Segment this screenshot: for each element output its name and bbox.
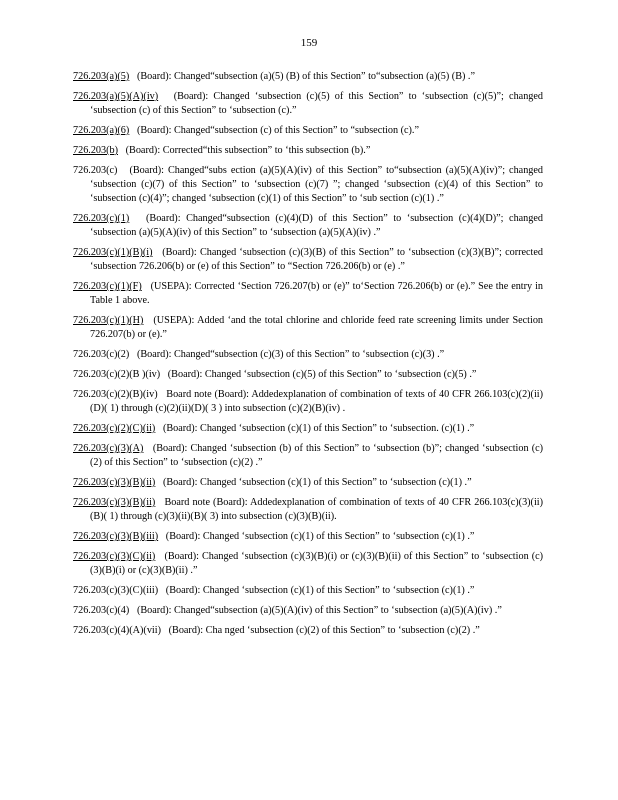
amendment-entry	[73, 124, 543, 138]
amendment-entry	[73, 624, 543, 638]
section-citation: 726.203(c)(2)(C)(ii)	[73, 423, 156, 434]
section-citation: 726.203(c)(4)	[73, 605, 130, 616]
section-citation: 726.203(c)(3)(B)(ii)	[73, 477, 156, 488]
section-citation: 726.203(a)(5)(A)(iv)	[73, 91, 159, 102]
section-citation: 726.203(b)	[73, 145, 118, 156]
amendment-description: (Board): Changed“subsection (c)(3) of this Section” to ‘subsection (c)(3) .”	[136, 349, 445, 360]
amendment-entry	[73, 530, 543, 544]
section-citation: 726.203(a)(5)	[73, 71, 130, 82]
section-citation: 726.203(c)(3)(B)(ii)	[73, 497, 156, 508]
section-citation: 726.203(c)(3)(C)(ii)	[73, 551, 156, 562]
section-citation: 726.203(c)(2)(B )(iv)	[73, 369, 161, 380]
section-citation: 726.203(c)(1)	[73, 213, 130, 224]
amendment-description: (USEPA): Corrected ‘Section 726.207(b) or (e)” to‘Section 726.206(b) or (e).” See the entry in Table 1 above.	[90, 281, 543, 306]
amendment-description: (Board): Cha nged ‘subsection (c)(2) of this Section” to ‘subsection (c)(2) .”	[168, 625, 480, 636]
amendment-description: (Board): Changed“subs ection (a)(5)(A)(iv) of this Section” to“subsection (a)(5)(A)(iv)”; changed ‘subsection (c)(7) of this Section” to ‘subsection (c)(7) ”; changed ‘subsection (c)(4) of this Section” to ‘subsection (c)(4)”; changed ‘subsection (c)(1) of this Section” to ‘sub section (c)(1) .”	[90, 165, 543, 204]
amendment-description: Board note (Board): Addedexplanation of combination of texts of 40 CFR 266.103(c)(2)(ii)(D)( 1) through (c)(2)(ii)(D)( 3 ) into subsection (c)(2)(B)(iv) .	[90, 389, 543, 414]
section-citation: 726.203(c)	[73, 165, 118, 176]
amendment-entry	[73, 442, 543, 470]
amendment-entry	[73, 246, 543, 274]
amendment-entry	[73, 550, 543, 578]
amendment-description: (Board): Changed ‘subsection (c)(3)(B) of this Section” to ‘subsection (c)(3)(B)”; corrected ‘subsection 726.206(b) or (e) of this Section” to “Section 726.206(b) or (e) .”	[90, 247, 544, 272]
amendment-entry	[73, 164, 543, 206]
section-citation: 726.203(c)(2)(B)(iv)	[73, 389, 158, 400]
amendment-entry	[73, 496, 543, 524]
amendment-entry	[73, 212, 543, 240]
amendment-entry	[73, 604, 543, 618]
amendment-description: (Board): Changed ‘subsection (c)(1) of this Section” to ‘subsection (c)(1) .”	[165, 531, 475, 542]
page-number: 159	[300, 37, 318, 49]
amendment-description: (Board): Changed ‘subsection (c)(1) of this Section” to ‘subsection (c)(1) .”	[165, 585, 475, 596]
section-citation: 726.203(c)(4)(A)(vii)	[73, 625, 161, 636]
amendment-description: (Board): Changed ‘subsection (c)(1) of this Section” to ‘subsection (c)(1) .”	[162, 477, 472, 488]
section-citation: 726.203(c)(1)(B)(i)	[73, 247, 153, 258]
amendment-entry	[73, 280, 543, 308]
amendment-description: (Board): Changed“subsection (c)(4)(D) of this Section” to ‘subsection (c)(4)(D)”; changed ‘subsection (a)(5)(A)(iv) of this Section” to ‘subsection (a)(5)(A)(iv) .”	[90, 213, 543, 238]
section-citation: 726.203(c)(3)(C)(iii)	[73, 585, 159, 596]
amendment-entries	[73, 70, 543, 644]
amendment-description: Board note (Board): Addedexplanation of combination of texts of 40 CFR 266.103(c)(3)(ii)(B)( 1) through (c)(3)(ii)(B)( 3) into subsection (c)(3)(B)(ii).	[90, 497, 543, 522]
section-citation: 726.203(c)(3)(A)	[73, 443, 144, 454]
section-citation: 726.203(c)(2)	[73, 349, 130, 360]
amendment-description: (Board): Changed“subsection (a)(5)(A)(iv) of this Section” to ‘subsection (a)(5)(A)(iv) .”	[136, 605, 502, 616]
amendment-entry	[73, 422, 543, 436]
amendment-entry	[73, 348, 543, 362]
amendment-description: (Board): Changed“subsection (a)(5) (B) of this Section” to“subsection (a)(5) (B) .”	[136, 71, 476, 82]
section-citation: 726.203(a)(6)	[73, 125, 130, 136]
amendment-entry	[73, 368, 543, 382]
amendment-entry	[73, 314, 543, 342]
amendment-description: (Board): Changed ‘subsection (c)(5) of this Section” to ‘subsection (c)(5)”; changed ‘subsection (c) of this Section” to ‘subsection (c).”	[90, 91, 543, 116]
section-citation: 726.203(c)(3)(B)(iii)	[73, 531, 159, 542]
amendment-entry	[73, 388, 543, 416]
amendment-description: (Board): Changed ‘subsection (c)(5) of this Section” to ‘subsection (c)(5) .”	[167, 369, 477, 380]
amendment-entry	[73, 90, 543, 118]
amendment-description: (Board): Changed ‘subsection (c)(3)(B)(i) or (c)(3)(B)(ii) of this Section” to ‘subsection (c)(3)(B)(i) or (c)(3)(B)(ii) .”	[90, 551, 544, 576]
amendment-description: (USEPA): Added ‘and the total chlorine and chloride feed rate screening limits under Section 726.207(b) or (e).”	[90, 315, 544, 340]
section-citation: 726.203(c)(1)(F)	[73, 281, 142, 292]
amendment-description: (Board): Changed ‘subsection (b) of this Section” to ‘subsection (b)”; changed ‘subsection (c)(2) of this Section” to ‘subsection (c)(2) .”	[90, 443, 544, 468]
amendment-entry	[73, 144, 543, 158]
amendment-entry	[73, 476, 543, 490]
amendment-entry	[73, 70, 543, 84]
amendment-description: (Board): Changed“subsection (c) of this Section” to “subsection (c).”	[136, 125, 419, 136]
amendment-description: (Board): Corrected“this subsection” to ‘this subsection (b).”	[125, 145, 371, 156]
amendment-description: (Board): Changed ‘subsection (c)(1) of this Section” to ‘subsection. (c)(1) .”	[162, 423, 475, 434]
amendment-entry	[73, 584, 543, 598]
section-citation: 726.203(c)(1)(H)	[73, 315, 144, 326]
